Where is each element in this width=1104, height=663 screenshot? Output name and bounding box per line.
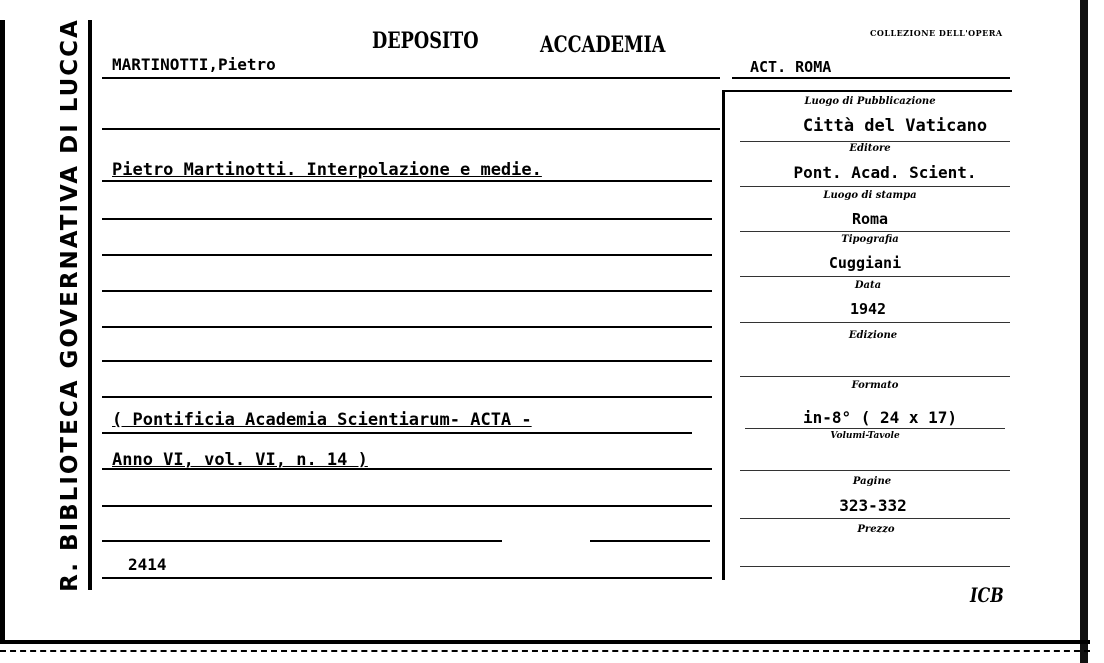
data-label: Data <box>854 280 882 291</box>
editore-value: Pont. Acad. Scient. <box>793 163 977 182</box>
author-rule <box>102 77 720 79</box>
pagine-value: 323-332 <box>839 496 907 515</box>
pagine-label: Pagine <box>852 476 892 487</box>
ruled-line <box>102 432 692 434</box>
tipografia-label: Tipografia <box>841 234 899 245</box>
formato-label: Formato <box>851 380 899 391</box>
ruled-line <box>102 218 712 220</box>
ruled-line <box>102 326 712 328</box>
stamp-accademia: ACCADEMIA <box>540 32 666 58</box>
luogo-pubblicazione-label: Luogo di Pubblicazione <box>804 96 936 107</box>
fields-rule <box>740 376 1010 377</box>
ruled-line <box>102 540 502 542</box>
fields-rule <box>740 566 1010 567</box>
card-left-edge <box>0 20 5 640</box>
series-line-2: Anno VI, vol. VI, n. 14 ) <box>112 450 368 470</box>
ruled-line <box>102 360 712 362</box>
collezione-value: ACT. ROMA <box>750 58 832 76</box>
fields-rule <box>740 186 1010 187</box>
volumi-tavole-label: Volumi-Tavole <box>830 431 900 441</box>
library-header: R. BIBLIOTECA GOVERNATIVA DI LUCCA <box>57 18 83 592</box>
ruled-line <box>102 396 712 398</box>
ruled-line <box>102 577 712 579</box>
tipografia-value: Cuggiani <box>828 254 902 272</box>
stamp-deposito: DEPOSITO <box>372 28 479 54</box>
card-right-edge <box>1080 0 1088 663</box>
luogo-pubblicazione-value: Città del Vaticano <box>802 116 988 136</box>
ruled-line <box>102 254 712 256</box>
luogo-stampa-label: Luogo di stampa <box>823 190 917 201</box>
prezzo-label: Prezzo <box>857 524 895 535</box>
fields-top-rule <box>722 90 1012 92</box>
card-bottom-edge <box>0 640 1090 644</box>
ruled-line <box>102 505 712 507</box>
fields-rule <box>740 141 1010 142</box>
inventory-number: 2414 <box>128 555 167 574</box>
card-bottom-shadow <box>0 650 1090 654</box>
fields-column-divider <box>722 90 725 580</box>
fields-rule <box>740 276 1010 277</box>
collezione-rule <box>732 77 1010 79</box>
ruled-line <box>590 540 710 542</box>
editore-label: Editore <box>849 143 891 154</box>
card-spine-line <box>88 20 92 590</box>
collezione-label: COLLEZIONE DELL'OPERA <box>870 28 1003 38</box>
edizione-label: Edizione <box>848 330 898 341</box>
fields-rule <box>740 470 1010 471</box>
fields-rule <box>740 518 1010 519</box>
data-value: 1942 <box>849 300 887 318</box>
luogo-stampa-value: Roma <box>851 210 889 228</box>
fields-rule <box>740 231 1010 232</box>
ruled-line <box>102 290 712 292</box>
fields-rule <box>740 322 1010 323</box>
corner-mark: ICB <box>970 583 1004 607</box>
ruled-line <box>102 180 712 182</box>
author-name: MARTINOTTI,Pietro <box>112 55 276 74</box>
ruled-line <box>102 128 720 130</box>
formato-value: in-8° ( 24 x 17) <box>802 408 958 427</box>
fields-rule <box>745 428 1005 429</box>
title-line: Pietro Martinotti. Interpolazione e medie. <box>112 160 542 180</box>
series-line-1: ( Pontificia Academia Scientiarum- ACTA - <box>112 410 532 430</box>
